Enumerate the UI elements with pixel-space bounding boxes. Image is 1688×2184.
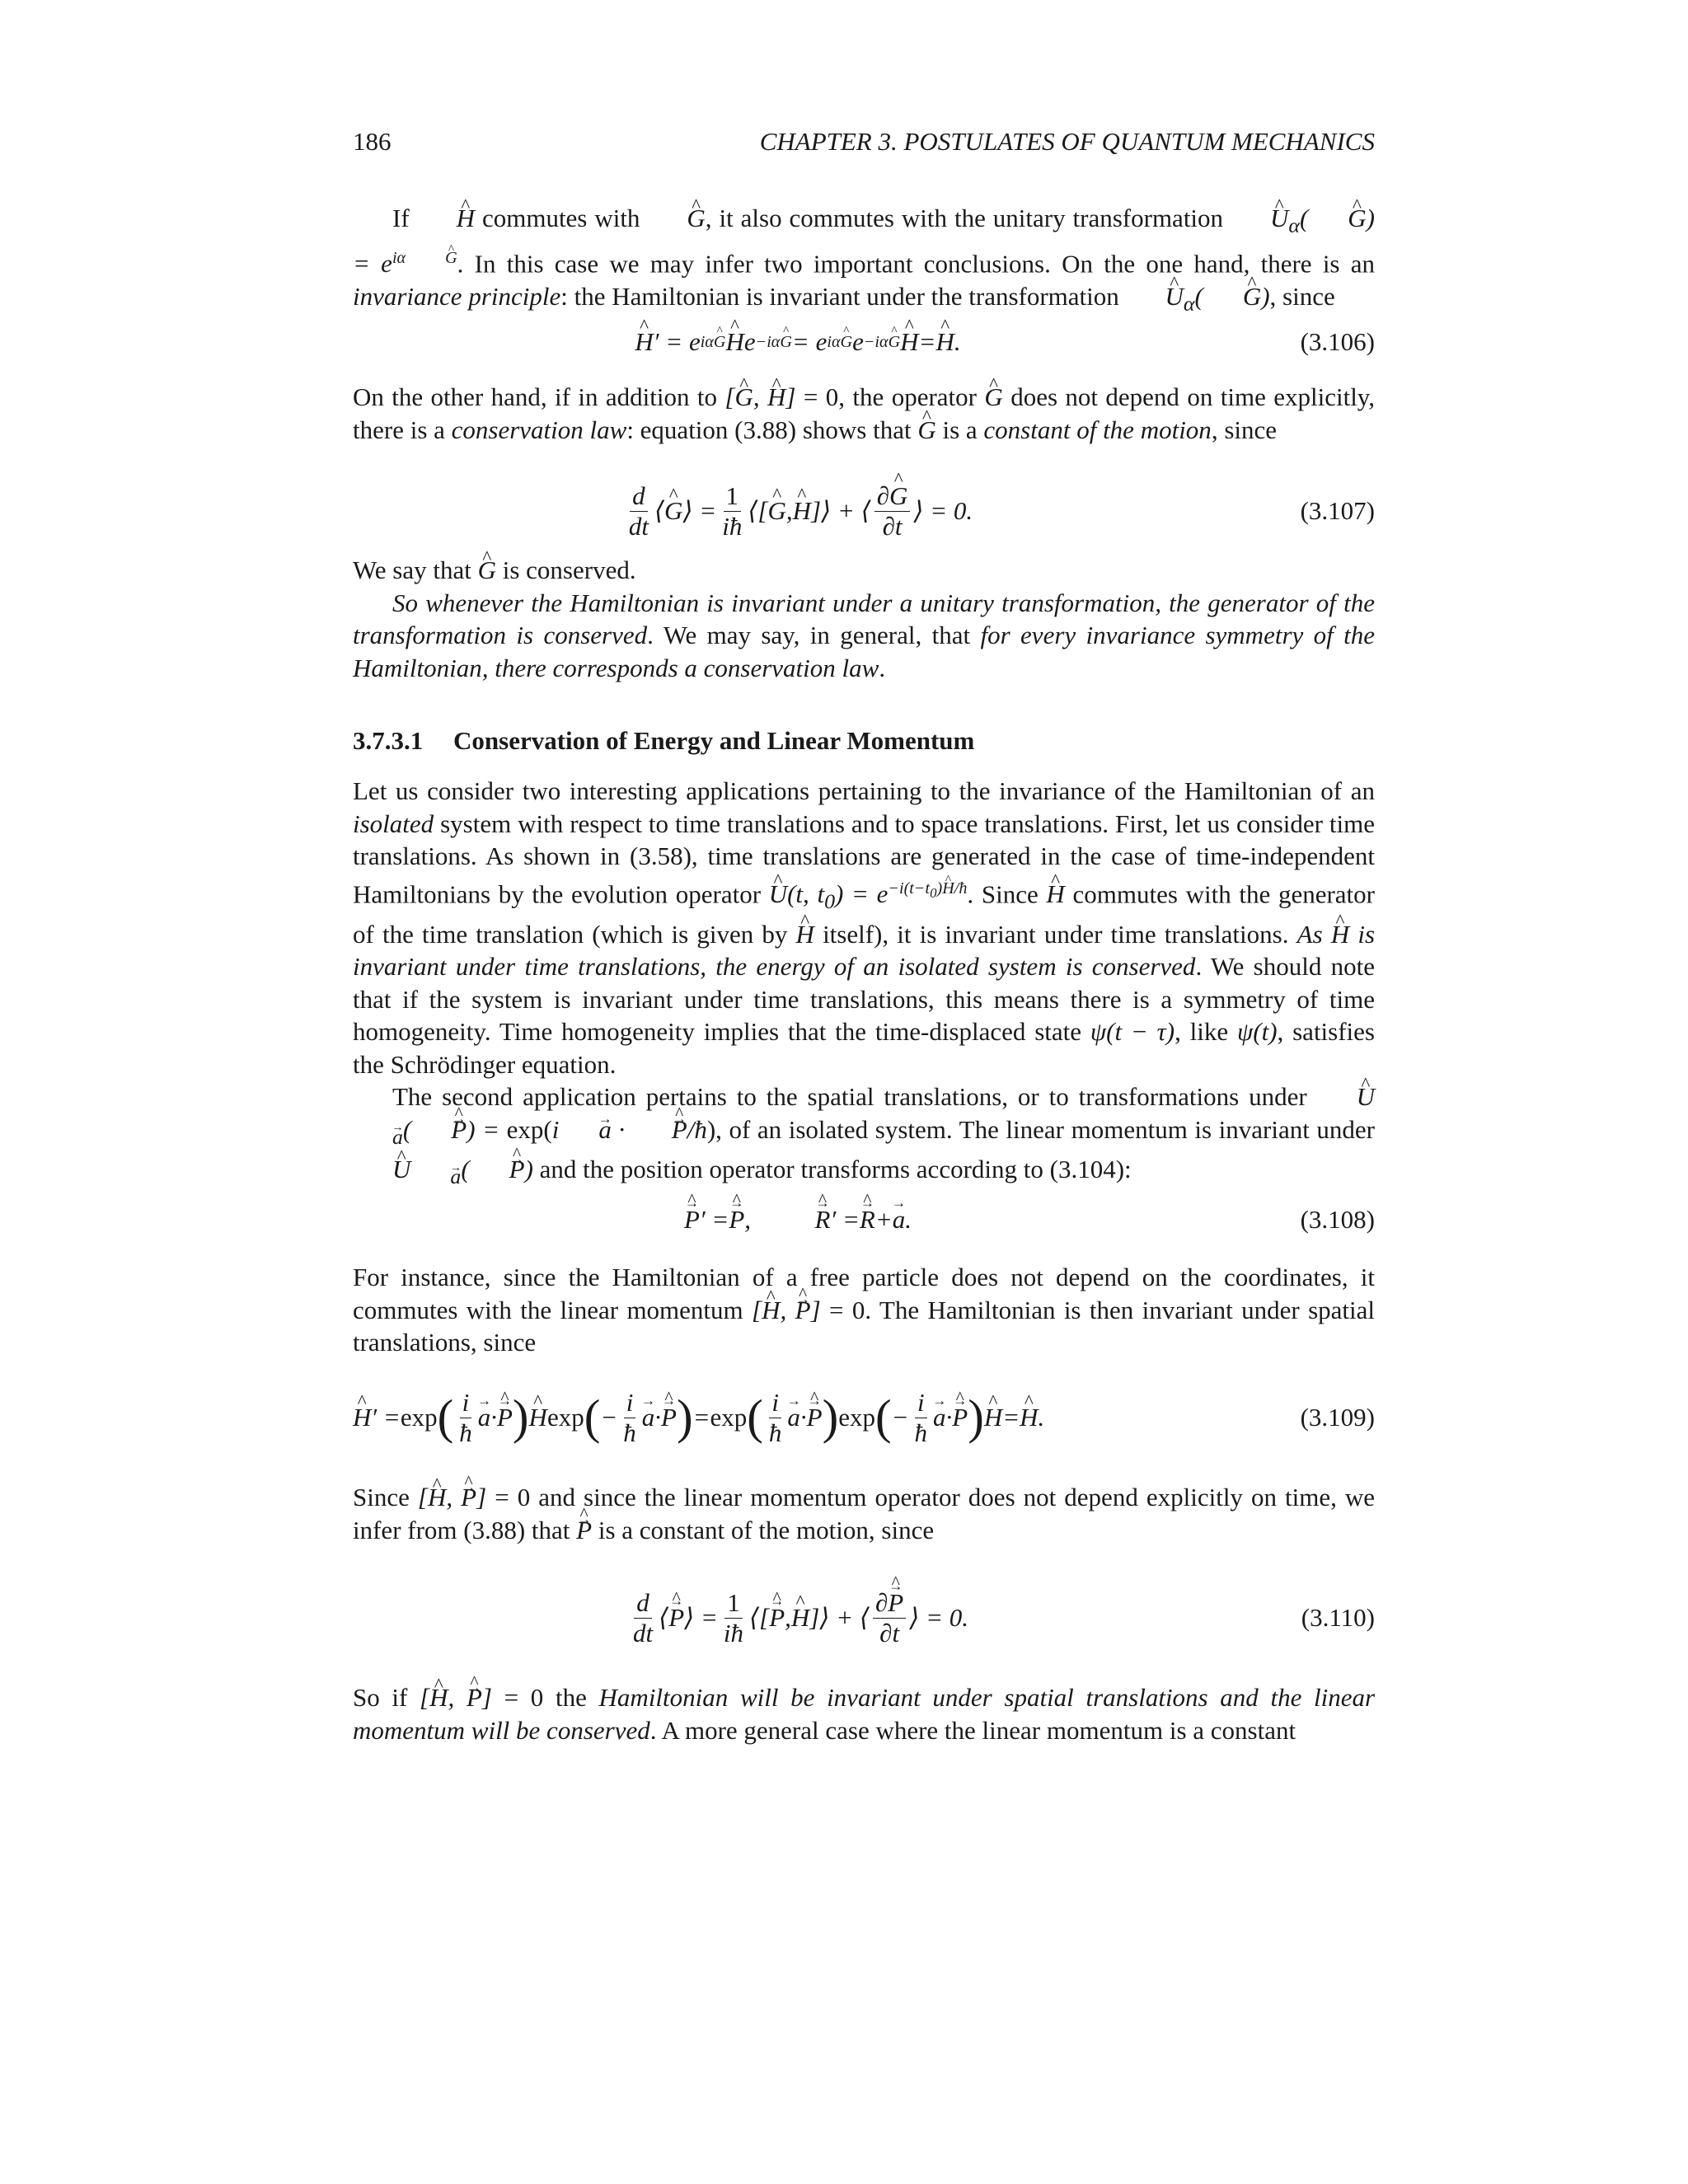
equation-3-110: $\frac{d}{dt}$ ⟨ → P ^ ⟩ = $\frac{1}{iħ}$ ⟨[ → P ^ , ^ H ]⟩ + ⟨ $\frac{\partial\to P \^{}}{\partial t}$ ⟩ = 0. (3.110) [353, 1581, 1375, 1655]
section-title: Conservation of Energy and Linear Momentum [453, 726, 975, 755]
paragraph-energy: Let us consider two interesting applications pertaining to the invariance of the Hamiltonian of an isolated system with respect to time translations and to space translations. First, let us consider time translations. As shown in (3.58), time translations are generated in the case of time-independent Hamiltonians by the evolution operator ^ U(t, $t_0) = e^{-i(t-t_0)\^{} H/ħ}$. Since ^ H commutes with the generator of the time translation (which is given by ^ H itself), it is invariant under time translations. As ^ H is invariant under time translations, the energy of an isolated system is conserved. We should note that if the system is invariant under time translations, this means there is a symmetry of time homogeneity. Time homogeneity implies that the time-displaced state ψ(t − τ), like ψ(t), satisfies the Schrödinger equation. The second application pertains to the spatial translations, or to transformations under ^ U→ $_a$(→ P ^) = exp(i→ a · → P ^/ħ), of an isolated system. The linear momentum is invariant under ^ U→ $_a$(→ P ^) and the position operator transforms according to (3.104): [353, 775, 1375, 1193]
equation-number: (3.107) [1300, 496, 1375, 525]
paragraph-constant-motion: Since [^ H, → P ^] = 0 and since the linear momentum operator does not depend explicitly on time, we infer from (3.88) that → P ^ is a constant of the motion, since [353, 1481, 1375, 1546]
paragraph-linear-momentum: So if [^ H, → P ^] = 0 the Hamiltonian will be invariant under spatial translations and the linear momentum will be conserved. A more general case where the linear momentum is a constant [353, 1681, 1375, 1746]
section-heading [353, 723, 1375, 759]
equation-number: (3.108) [1300, 1205, 1375, 1234]
equation-number: (3.106) [1300, 327, 1375, 356]
equation-3-109: ^ H ′ = exp ( $\frac{i}{ħ}$ → a · → P ^ ) ^ H exp ( − $\frac{i}{ħ}$ → a · → P ^ ) = exp ( $\frac{i}{ħ}$ → a · → P ^ ) exp ( − $\frac{i}{ħ}$ → a · → P ^ ) ^ H = ^ H . (3.109) [353, 1383, 1375, 1452]
equation-3-107: $\frac{d}{dt}$ ⟨ ^ G ⟩ = $\frac{1}{iħ}$ ⟨[ ^ G , ^ H ]⟩ + ⟨ $\frac{\partial\^{} G}{\partial t}$ ⟩ = 0. (3.107) [353, 476, 1375, 546]
chapter-title: CHAPTER 3. POSTULATES OF QUANTUM MECHANICS [759, 127, 1375, 156]
equation-3-106: ^ H ′ = e iα^ G ^ H e −iα^ G = e iα^ G e −iα^ G ^ H = ^ H . (3.106) [353, 317, 1375, 367]
paragraph-invariance: If ^ H commutes with ^ G, it also commutes with the unitary transformation ^ $U_\alpha(\^{}$ $G) = e^{i\alpha\^{} G}$. In this case we may infer two important conclusions. On the one hand, there is an invariance principle: the Hamiltonian is invariant under the transformation ^ $U_\alpha(\^{}$ G), since [353, 202, 1375, 320]
paragraph-free-particle: For instance, since the Hamiltonian of a free particle does not depend on the coordinates, it commutes with the linear momentum [^ H, → P ^] = 0. The Hamiltonian is then invariant under spatial translations, since [353, 1261, 1375, 1359]
section-number: 3.7.3.1 [353, 726, 424, 755]
equation-number: (3.110) [1301, 1603, 1375, 1632]
equation-number: (3.109) [1300, 1403, 1375, 1432]
paragraph-conserved: We say that ^ G is conserved. So whenever the Hamiltonian is invariant under a unitary transformation, the generator of the transformation is conserved. We may say, in general, that for every invariance symmetry of the Hamiltonian, there corresponds a conservation law. [353, 554, 1375, 684]
equation-3-108: → P ^ ′ = → P ^ , → R ^ ′ = → R ^ + → a . (3.108) [353, 1195, 1375, 1244]
paragraph-conservation: On the other hand, if in addition to [^ G, ^ H] = 0, the operator ^ G does not depend on time explicitly, there is a conservation law: equation (3.88) shows that ^ G is a constant of the motion, since [353, 381, 1375, 446]
page-number: 186 [353, 127, 392, 156]
